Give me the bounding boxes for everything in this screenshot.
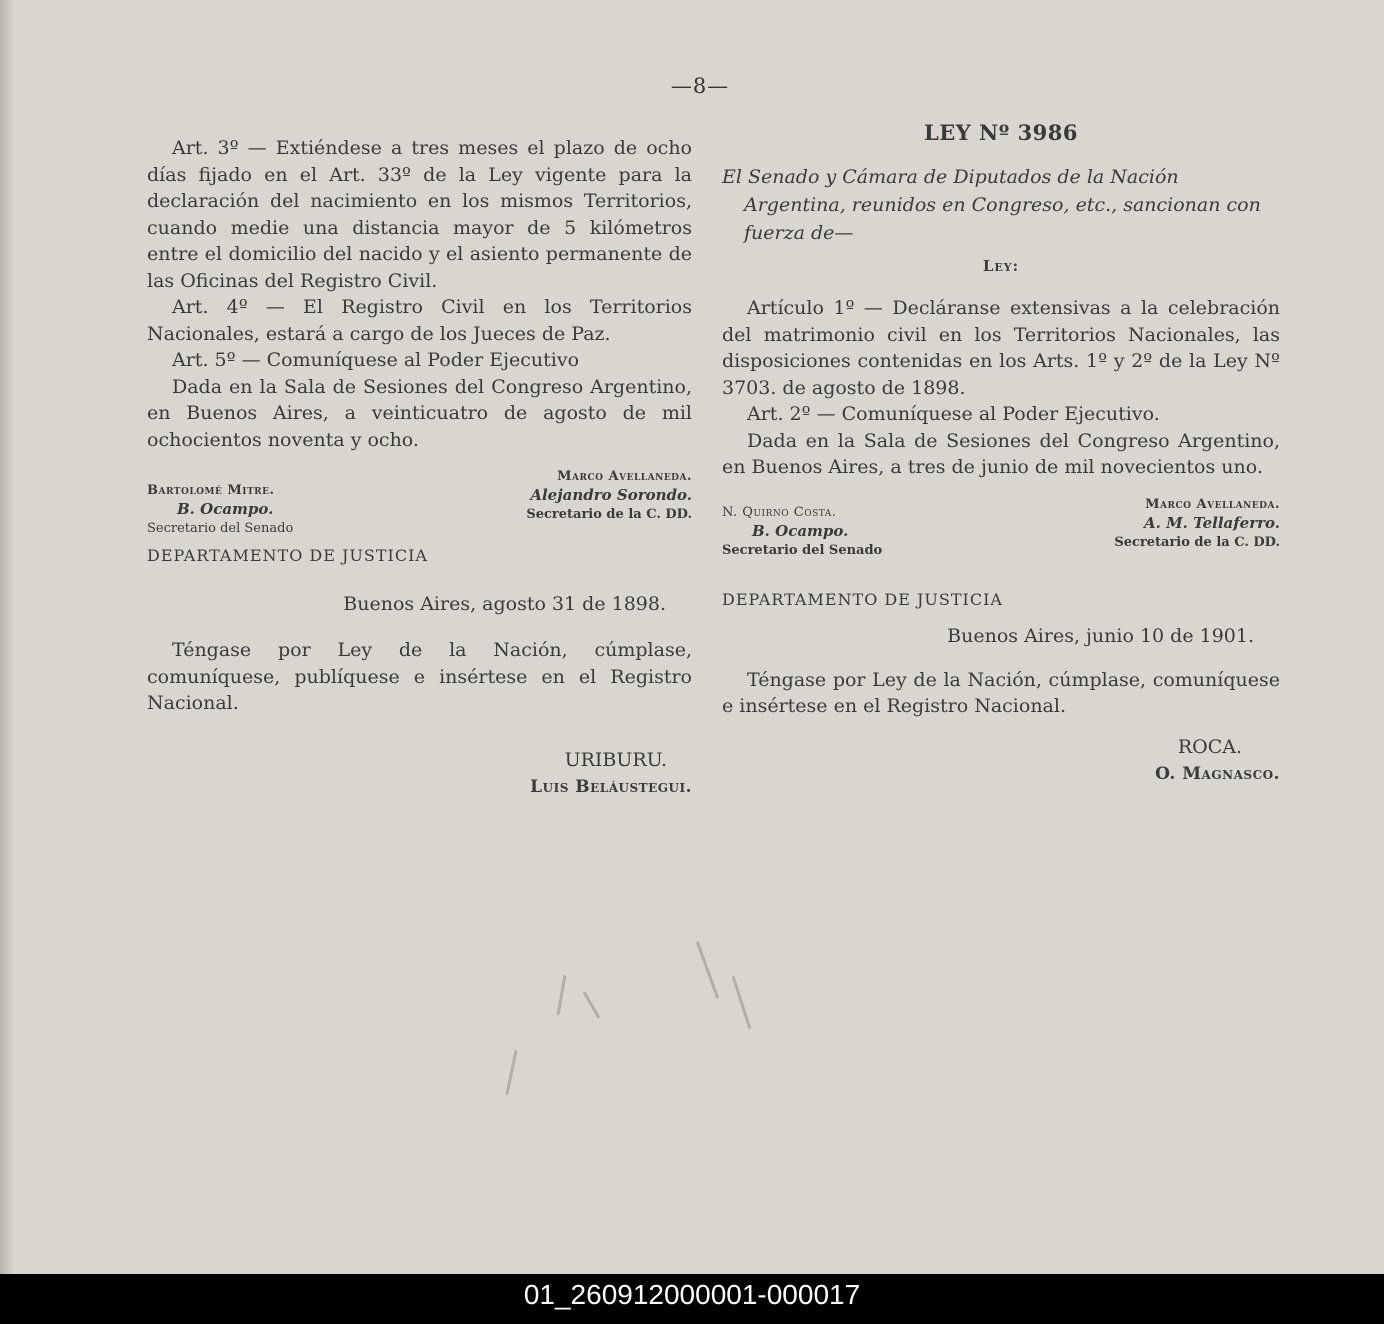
final-signature-name: URIBURU. <box>564 748 667 771</box>
left-article-3: Art. 3º — Extiéndese a tres meses el plazo de ocho días fijado en el Art. 33º de la Ley vigente para la declaración del nacimiento en los mismos Territorios, cuando medie una distancia mayor de 5 kilómetros entre el domicilio del nacido y el asiento permanente de las Oficinas del Registro Civil. <box>147 137 692 292</box>
final-signature-sub: O. Magnasco. <box>1155 763 1280 784</box>
signature-secretary: Alejandro Sorondo. <box>530 486 692 504</box>
left-decree: Téngase por Ley de la Nación, cúmplase, comuníquese, publíquese e insértese en el Registro Nacional. <box>147 639 692 714</box>
left-signature-senate <box>147 467 293 538</box>
signature-name: Bartolomé Mitre. <box>147 483 275 498</box>
signature-secretary: A. M. Tellaferro. <box>1144 513 1280 532</box>
signature-name: N. Quirno Costa. <box>722 504 837 520</box>
law-title: LEY Nº 3986 <box>923 120 1079 145</box>
signature-role: Secretario del Senado <box>722 542 883 558</box>
left-article-5: Art. 5º — Comuníquese al Poder Ejecutivo <box>172 349 580 371</box>
right-final-signature <box>722 734 1280 788</box>
right-article-1: Artículo 1º — Decláranse extensivas a la celebración del matrimonio civil en los Territorios Nacionales, las disposiciones contenidas en los Arts. 1º y 2º de la Ley Nº 3703. de agosto de 1898. <box>722 297 1280 399</box>
pencil-mark <box>696 941 719 998</box>
left-department-heading: DEPARTAMENTO DE JUSTICIA <box>147 546 428 565</box>
final-signature-sub: Luis Beláustegui. <box>530 776 692 797</box>
ley-label: Ley: <box>982 257 1020 275</box>
signature-role: Secretario de la C. DD. <box>1114 534 1280 550</box>
left-signature-chamber <box>526 467 692 538</box>
signature-role: Secretario de la C. DD. <box>526 507 692 522</box>
left-column <box>147 135 692 801</box>
pencil-mark <box>557 975 567 1015</box>
final-signature-name: ROCA. <box>1177 735 1242 758</box>
signature-name: Marco Avellaneda. <box>1145 496 1280 512</box>
left-dada-paragraph: Dada en la Sala de Sesiones del Congreso Argentino, en Buenos Aires, a veinticuatro de agosto de mil ochocientos noventa y ocho. <box>147 375 692 451</box>
signature-secretary: B. Ocampo. <box>752 521 849 540</box>
scan-id-bar: 01_260912000001-000017 <box>0 1274 1384 1324</box>
right-signature-chamber <box>1114 495 1280 560</box>
pencil-mark <box>505 1050 517 1095</box>
pencil-mark <box>583 991 601 1018</box>
left-article-4: Art. 4º — El Registro Civil en los Territorios Nacionales, estará a cargo de los Jueces de Paz. <box>147 296 692 345</box>
right-column <box>722 120 1280 788</box>
signature-role: Secretario del Senado <box>147 521 294 536</box>
right-department-heading: DEPARTAMENTO DE JUSTICIA <box>722 589 1003 609</box>
law-preamble: El Senado y Cámara de Diputados de la Nación Argentina, reunidos en Congreso, etc., sancionan con fuerza de— <box>722 166 1261 244</box>
pencil-mark <box>732 976 752 1029</box>
right-decree: Téngase por Ley de la Nación, cúmplase, comuníquese e insértese en el Registro Nacional. <box>722 668 1280 717</box>
right-signature-senate <box>722 495 882 560</box>
left-date-line: Buenos Aires, agosto 31 de 1898. <box>343 593 666 615</box>
page-number: —8— <box>670 74 730 98</box>
right-signatures <box>722 495 1280 560</box>
right-date-line: Buenos Aires, junio 10 de 1901. <box>947 624 1254 647</box>
right-dada-paragraph: Dada en la Sala de Sesiones del Congreso Argentino, en Buenos Aires, a tres de junio de mil novecientos uno. <box>722 429 1280 478</box>
left-signatures <box>147 467 692 538</box>
signature-secretary: B. Ocampo. <box>177 500 274 518</box>
right-article-2: Art. 2º — Comuníquese al Poder Ejecutivo. <box>747 403 1160 425</box>
signature-name: Marco Avellaneda. <box>557 469 692 484</box>
page-edge-shadow <box>0 0 14 1274</box>
left-final-signature <box>147 747 692 801</box>
